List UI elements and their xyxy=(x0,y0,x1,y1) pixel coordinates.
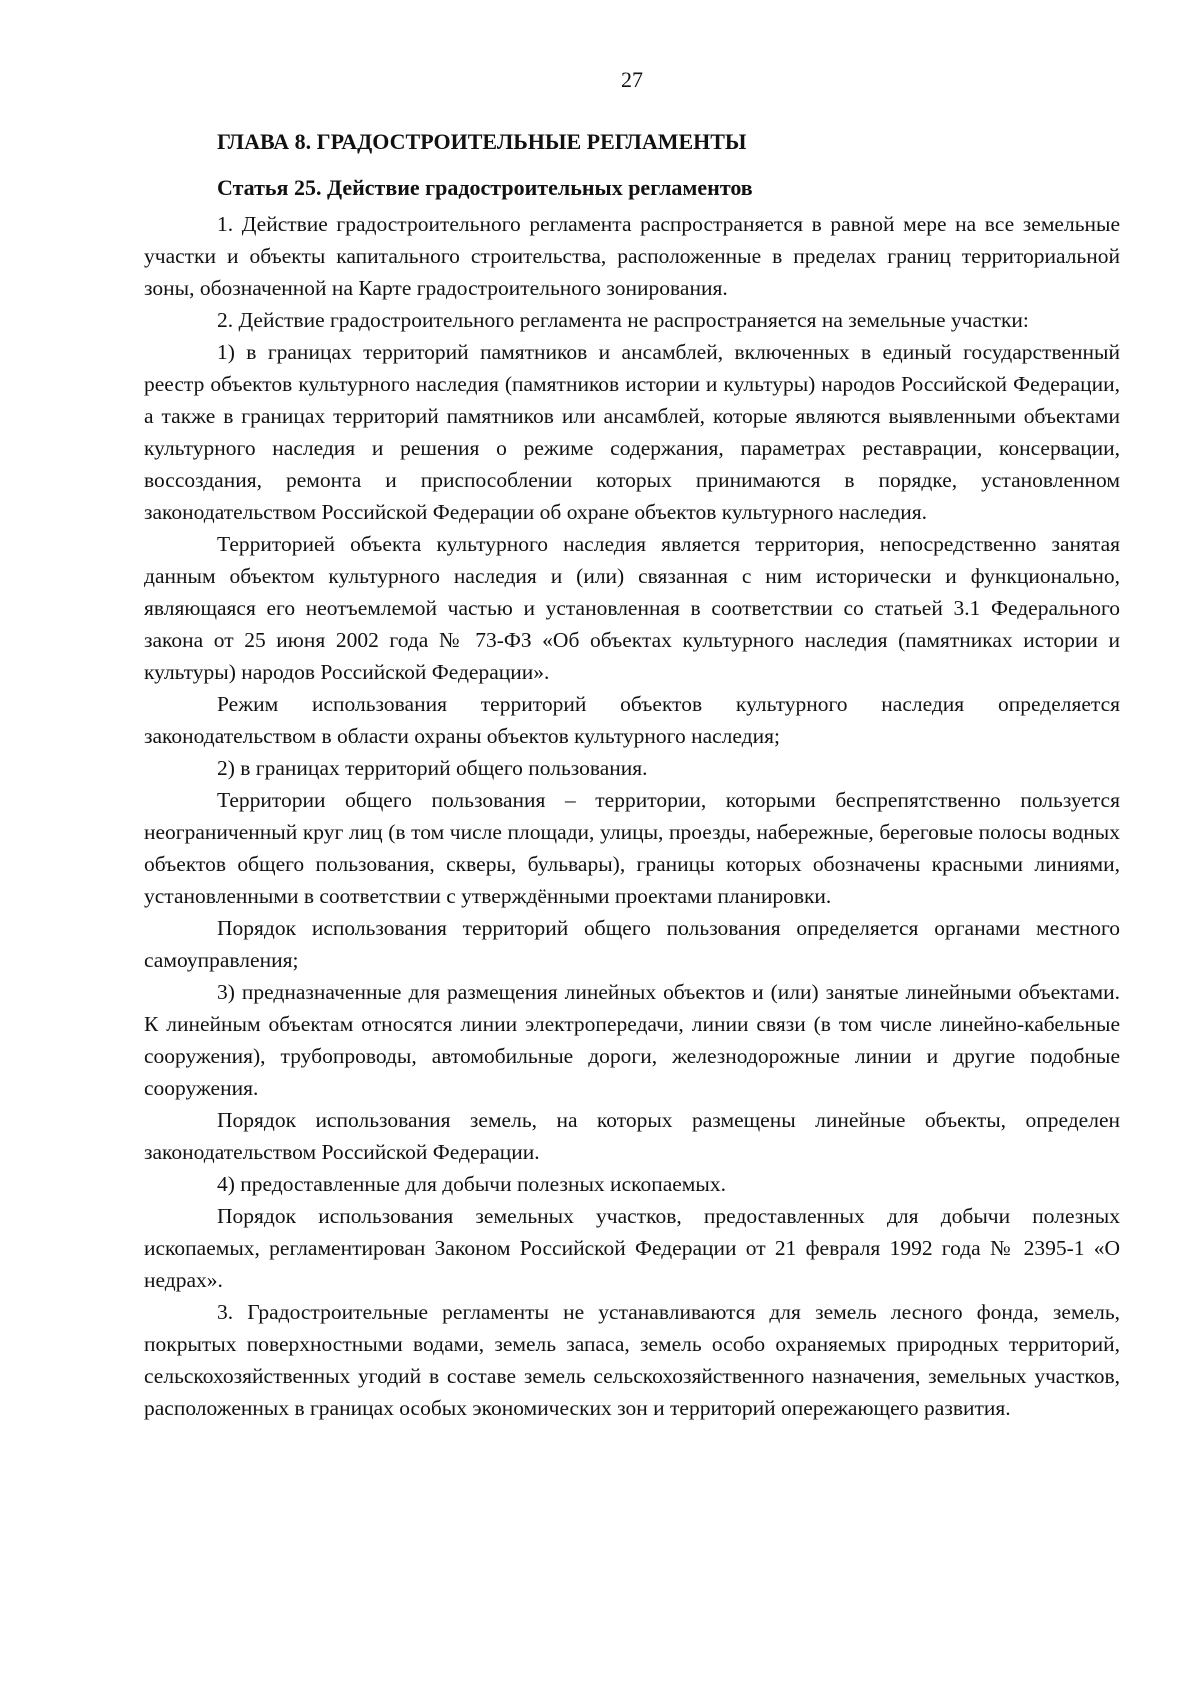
paragraph-4: Территорией объекта культурного наследия является территория, непосредственно занятая данным объектом культурного наследия и (или) связанная с ним исторически и функционально, являющаяся его неотъемлемой частью и установленная в соответствии со статьей 3.1 Федерального закона от 25 июня 2002 года № 73-ФЗ «Об объектах культурного наследия (памятниках истории и культуры) народов Российской Федерации». xyxy=(144,532,1120,684)
paragraph-11: 4) предоставленные для добычи полезных ископаемых. xyxy=(217,1172,726,1196)
paragraph-3: 1) в границах территорий памятников и ансамблей, включенных в единый государственный реестр объектов культурного наследия (памятников истории и культуры) народов Российской Федерации, а также в границах территорий памятников или ансамблей, которые являются выявленными объектами культурного наследия и решения о режиме содержания, параметрах реставрации, консервации, воссоздания, ремонта и приспособлении которых принимаются в порядке, установленном законодательством Российской Федерации об охране объектов культурного наследия. xyxy=(144,340,1120,524)
paragraph-5: Режим использования территорий объектов культурного наследия определяется законодательством в области охраны объектов культурного наследия; xyxy=(144,692,1120,748)
paragraph-1: 1. Действие градостроительного регламента распространяется в равной мере на все земельные участки и объекты капитального строительства, расположенные в пределах границ территориальной зоны, обозначенной на Карте градостроительного зонирования. xyxy=(144,212,1120,300)
paragraph-2: 2. Действие градостроительного регламента не распространяется на земельные участки: xyxy=(217,308,1029,332)
paragraph-13: 3. Градостроительные регламенты не устанавливаются для земель лесного фонда, земель, покрытых поверхностными водами, земель запаса, земель особо охраняемых природных территорий, сельскохозяйственных угодий в составе земель сельскохозяйственного назначения, земельных участков, расположенных в границах особых экономических зон и территорий опережающего развития. xyxy=(144,1300,1120,1420)
paragraph-9: 3) предназначенные для размещения линейных объектов и (или) занятые линейными объектами. К линейным объектам относятся линии электропередачи, линии связи (в том числе линейно-кабельные сооружения), трубопроводы, автомобильные дороги, железнодорожные линии и другие подобные сооружения. xyxy=(144,980,1120,1100)
chapter-title: ГЛАВА 8. ГРАДОСТРОИТЕЛЬНЫЕ РЕГЛАМЕНТЫ xyxy=(217,129,747,154)
paragraph-6: 2) в границах территорий общего пользования. xyxy=(217,756,648,780)
paragraph-12: Порядок использования земельных участков, предоставленных для добычи полезных ископаемых, регламентирован Законом Российской Федерации от 21 февраля 1992 года № 2395-1 «О недрах». xyxy=(144,1204,1120,1292)
page-number: 27 xyxy=(621,67,643,92)
article-title: Статья 25. Действие градостроительных регламентов xyxy=(217,175,753,200)
paragraph-8: Порядок использования территорий общего пользования определяется органами местного самоуправления; xyxy=(144,916,1120,972)
paragraph-7: Территории общего пользования – территории, которыми беспрепятственно пользуется неограниченный круг лиц (в том числе площади, улицы, проезды, набережные, береговые полосы водных объектов общего пользования, скверы, бульвары), границы которых обозначены красными линиями, установленными в соответствии с утверждёнными проектами планировки. xyxy=(144,788,1120,908)
paragraph-10: Порядок использования земель, на которых размещены линейные объекты, определен законодательством Российской Федерации. xyxy=(144,1108,1120,1164)
